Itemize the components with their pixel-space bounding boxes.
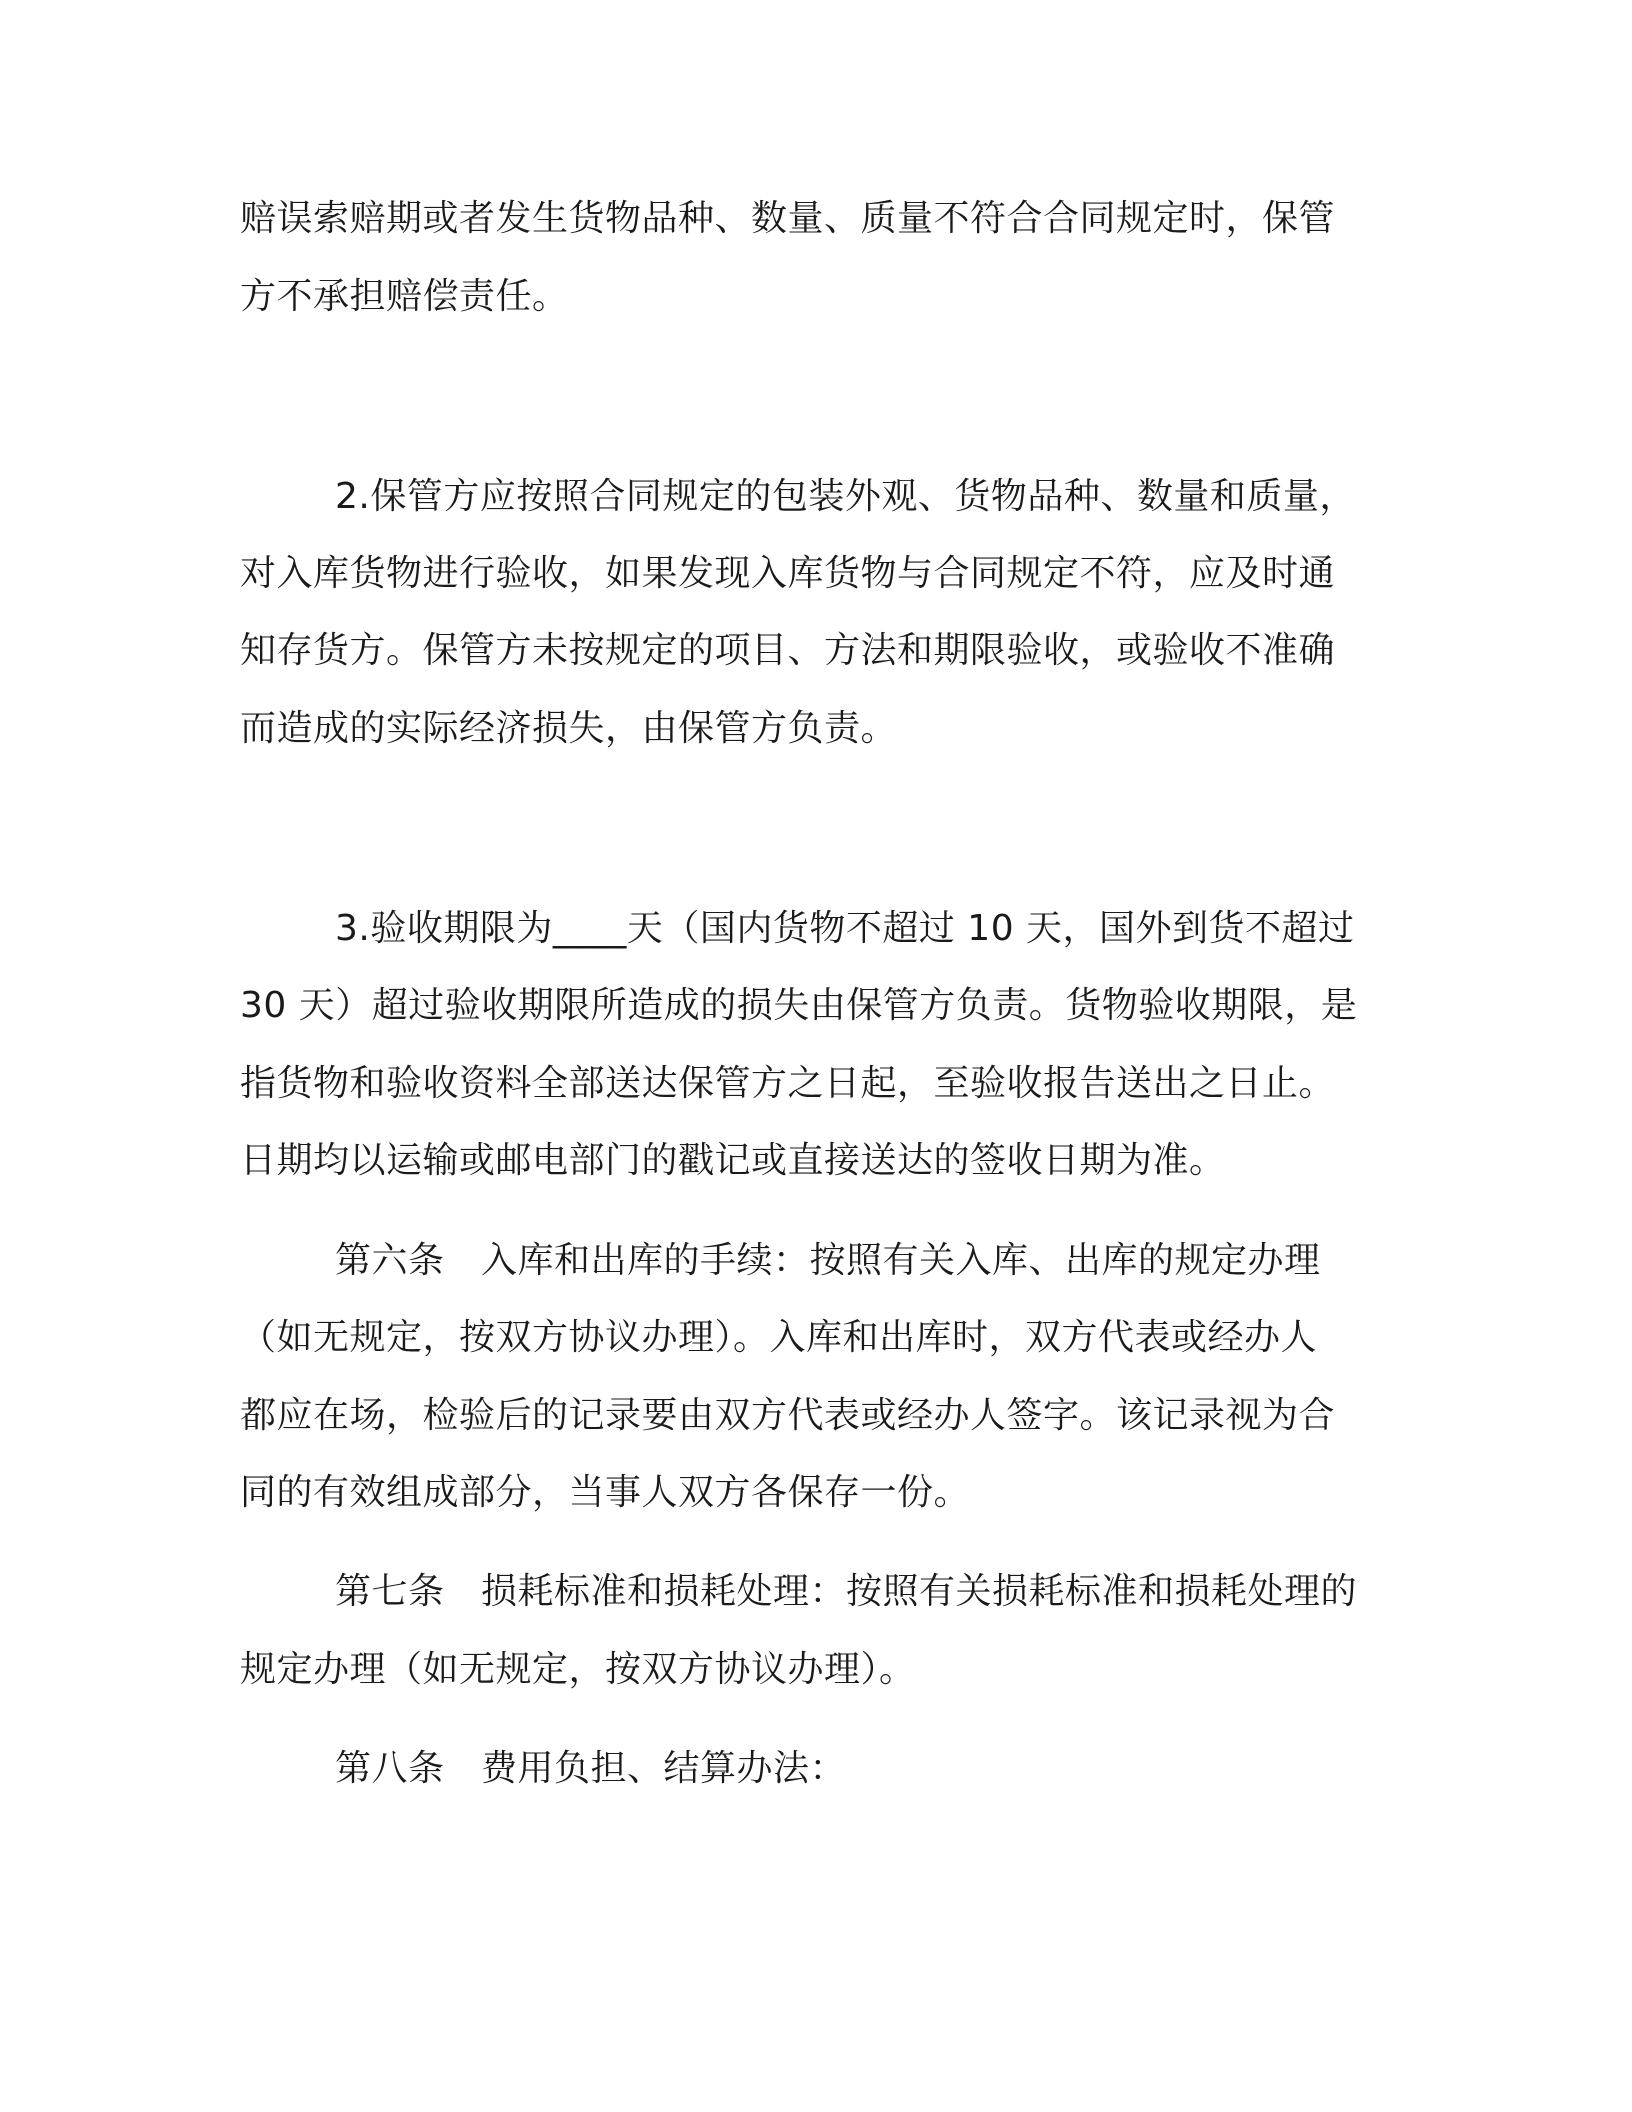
text-line: 对入库货物进行验收，如果发现入库货物与合同规定不符，应及时通: [240, 553, 1336, 594]
article-6-heading: 第六条 入库和出库的手续：按照有关入库、出库的规定办理: [335, 1240, 1321, 1281]
text-line: 而造成的实际经济损失，由保管方负责。: [240, 708, 898, 749]
text-line: 3.验收期限为____天（国内货物不超过 10 天，国外到货不超过: [335, 908, 1355, 949]
text-line: 指货物和验收资料全部送达保管方之日起，至验收报告送出之日止。: [240, 1063, 1336, 1104]
text-line: 2.保管方应按照合同规定的包装外观、货物品种、数量和质量，: [335, 476, 1356, 517]
text-line: （如无规定，按双方协议办理）。入库和出库时，双方代表或经办人: [240, 1317, 1318, 1358]
text-line: 都应在场，检验后的记录要由双方代表或经办人签字。该记录视为合: [240, 1395, 1336, 1436]
text-line: 规定办理（如无规定，按双方协议办理）。: [240, 1649, 916, 1690]
text-line: 知存货方。保管方未按规定的项目、方法和期限验收，或验收不准确: [240, 630, 1336, 671]
text-line: 日期均以运输或邮电部门的戳记或直接送达的签收日期为准。: [240, 1140, 1226, 1181]
text-line: 30 天）超过验收期限所造成的损失由保管方负责。货物验收期限，是: [240, 985, 1358, 1026]
text-line: 同的有效组成部分，当事人双方各保存一份。: [240, 1472, 971, 1513]
text-line: 方不承担赔偿责任。: [240, 276, 569, 317]
text-line: 赔误索赔期或者发生货物品种、数量、质量不符合合同规定时，保管: [240, 198, 1336, 239]
article-8-heading: 第八条 费用负担、结算办法：: [335, 1748, 847, 1789]
article-7-heading: 第七条 损耗标准和损耗处理：按照有关损耗标准和损耗处理的: [335, 1571, 1358, 1612]
